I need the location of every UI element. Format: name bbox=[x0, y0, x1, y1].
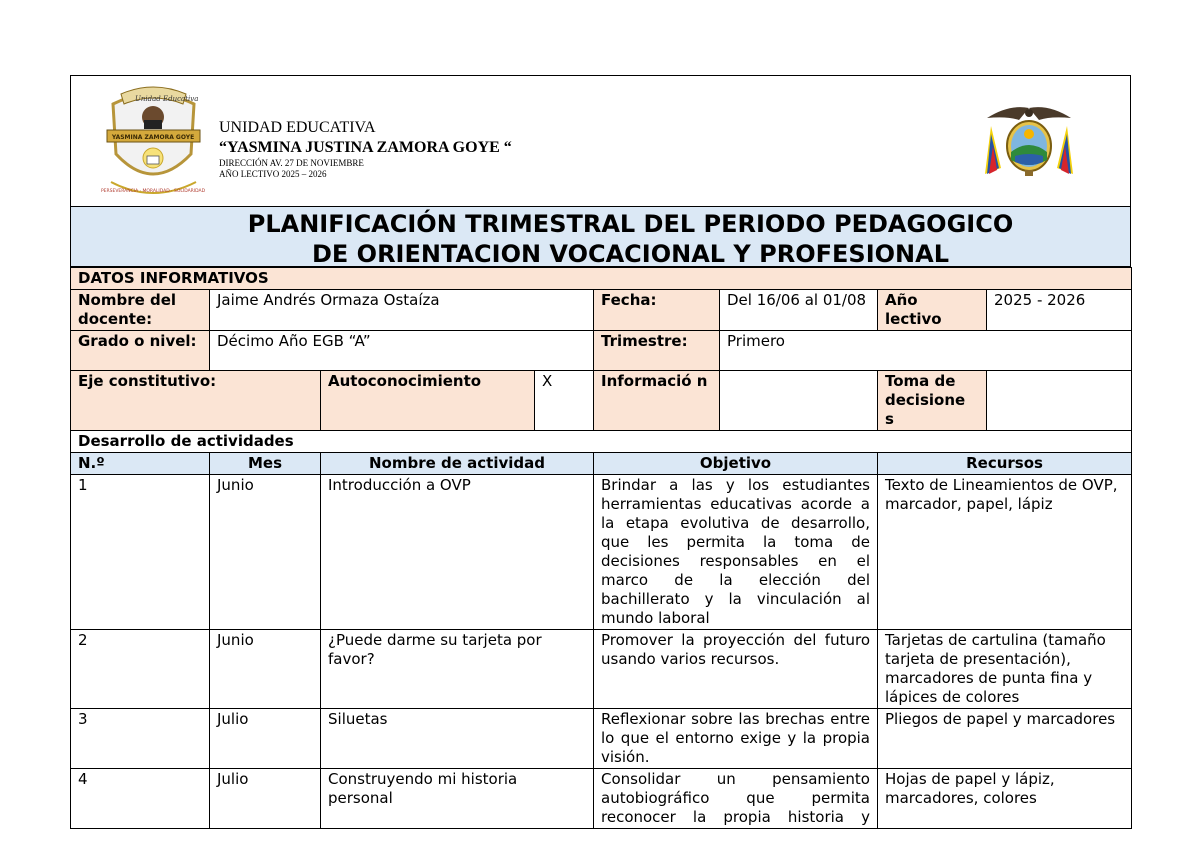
axis-option-toma-decisiones: Toma de decisione s bbox=[878, 371, 987, 431]
activity-month: Junio bbox=[210, 630, 321, 709]
activity-objective: Brindar a las y los estudiantes herramientas educativas acorde a la etapa evolutiva de desarrollo, que les permita la toma de decisiones responsables en el marco de la elección del bachillerato y la vinculación al mundo laboral bbox=[594, 475, 878, 630]
activity-resources: Hojas de papel y lápiz, marcadores, colores bbox=[878, 769, 1132, 829]
school-name-line2: “YASMINA JUSTINA ZAMORA GOYE “ bbox=[219, 139, 512, 156]
table-row bbox=[71, 630, 1132, 709]
header-month: Mes bbox=[210, 453, 321, 475]
grade-label: Grado o nivel: bbox=[71, 331, 210, 371]
school-year-value: 2025 - 2026 bbox=[987, 290, 1132, 331]
document-header bbox=[70, 75, 1131, 206]
activity-num: 3 bbox=[71, 709, 210, 769]
planning-table bbox=[70, 267, 1132, 829]
activity-month: Junio bbox=[210, 475, 321, 630]
header-resources: Recursos bbox=[878, 453, 1132, 475]
activity-name: Siluetas bbox=[321, 709, 594, 769]
activity-num: 4 bbox=[71, 769, 210, 829]
school-year: AÑO LECTIVO 2025 – 2026 bbox=[219, 169, 327, 180]
activities-header-row bbox=[71, 453, 1132, 475]
ecuador-coat-of-arms-icon bbox=[979, 104, 1079, 179]
activity-num: 2 bbox=[71, 630, 210, 709]
axis-label: Eje constitutivo: bbox=[71, 371, 321, 431]
teacher-label: Nombre del docente: bbox=[71, 290, 210, 331]
header-num: N.º bbox=[71, 453, 210, 475]
activity-name: Introducción a OVP bbox=[321, 475, 594, 630]
emblem-text-top: Unidad Educativa bbox=[135, 95, 199, 103]
date-label: Fecha: bbox=[594, 290, 720, 331]
activity-month: Julio bbox=[210, 769, 321, 829]
objective-line: reconocer la propia historia y bbox=[601, 808, 870, 826]
activity-objective bbox=[594, 769, 878, 829]
title-line1: PLANIFICACIÓN TRIMESTRAL DEL PERIODO PEDAGOGICO bbox=[247, 210, 1014, 238]
table-row bbox=[71, 475, 1132, 630]
axis-option-autoconocimiento: Autoconocimiento bbox=[321, 371, 535, 431]
school-emblem-logo bbox=[101, 82, 206, 200]
axis-option-mark: X bbox=[535, 371, 594, 431]
objective-line: Consolidar un pensamiento bbox=[601, 770, 870, 788]
emblem-banner-text: YASMINA ZAMORA GOYE bbox=[111, 134, 195, 141]
activity-name: ¿Puede darme su tarjeta por favor? bbox=[321, 630, 594, 709]
document-title bbox=[70, 206, 1131, 267]
school-year-label: Año lectivo bbox=[878, 290, 987, 331]
activity-resources: Pliegos de papel y marcadores bbox=[878, 709, 1132, 769]
activity-month: Julio bbox=[210, 709, 321, 769]
objective-line: autobiográfico que permita bbox=[601, 789, 870, 807]
term-label: Trimestre: bbox=[594, 331, 720, 371]
header-objective: Objetivo bbox=[594, 453, 878, 475]
emblem-motto: PERSEVERANCIA · MORALIDAD · SOLIDARIDAD bbox=[101, 189, 206, 194]
section-datos-informativos: DATOS INFORMATIVOS bbox=[71, 268, 1132, 290]
header-activity-name: Nombre de actividad bbox=[321, 453, 594, 475]
school-address: DIRECCIÓN AV. 27 DE NOVIEMBRE bbox=[219, 158, 364, 168]
grade-value: Décimo Año EGB “A” bbox=[210, 331, 594, 371]
term-value: Primero bbox=[720, 331, 1132, 371]
activity-name: Construyendo mi historia personal bbox=[321, 769, 594, 829]
teacher-value: Jaime Andrés Ormaza Ostaíza bbox=[210, 290, 594, 331]
axis-option-informacion: Informació n bbox=[594, 371, 720, 431]
planning-document bbox=[70, 75, 1131, 829]
activity-resources: Texto de Lineamientos de OVP, marcador, papel, lápiz bbox=[878, 475, 1132, 630]
activity-objective: Promover la proyección del futuro usando varios recursos. bbox=[594, 630, 878, 709]
activity-objective: Reflexionar sobre las brechas entre lo que el entorno exige y la propia visión. bbox=[594, 709, 878, 769]
table-row bbox=[71, 709, 1132, 769]
school-info bbox=[219, 118, 512, 181]
axis-option-informacion-mark bbox=[720, 371, 878, 431]
section-desarrollo-actividades: Desarrollo de actividades bbox=[71, 431, 1132, 453]
axis-option-toma-decisiones-mark bbox=[987, 371, 1132, 431]
table-row bbox=[71, 769, 1132, 829]
activity-resources: Tarjetas de cartulina (tamaño tarjeta de presentación), marcadores de punta fina y lápices de colores bbox=[878, 630, 1132, 709]
school-name-line1: UNIDAD EDUCATIVA bbox=[219, 119, 376, 136]
date-value: Del 16/06 al 01/08 bbox=[720, 290, 878, 331]
activity-num: 1 bbox=[71, 475, 210, 630]
title-line2: DE ORIENTACION VOCACIONAL Y PROFESIONAL bbox=[312, 240, 949, 268]
